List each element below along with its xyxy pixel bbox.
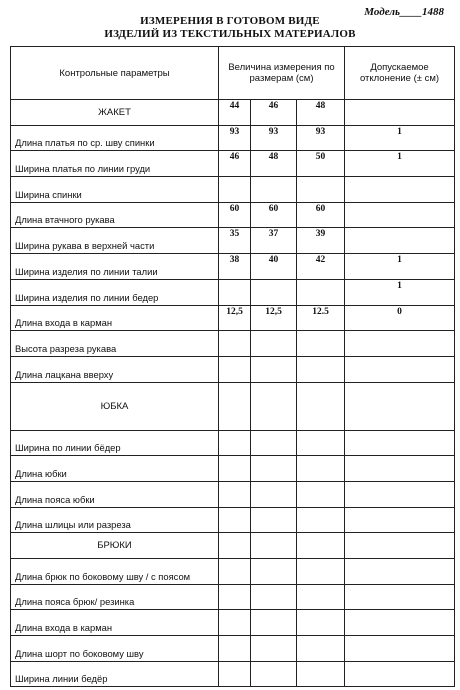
param-label: Ширина изделия по линии бедер bbox=[11, 279, 219, 305]
measurements-table bbox=[10, 46, 455, 687]
tolerance-cell: 0 bbox=[345, 305, 455, 331]
size-value-cell bbox=[219, 177, 251, 203]
size-value-cell bbox=[297, 177, 345, 203]
tolerance-cell bbox=[345, 507, 455, 533]
size-value-cell bbox=[297, 356, 345, 382]
table-row bbox=[11, 228, 455, 254]
size-value-cell: 48 bbox=[297, 100, 345, 126]
size-value-cell: 93 bbox=[251, 125, 297, 151]
size-value-cell: 50 bbox=[297, 151, 345, 177]
tolerance-cell bbox=[345, 228, 455, 254]
param-label: Длина юбки bbox=[11, 456, 219, 482]
section-row bbox=[11, 382, 455, 430]
size-value-cell bbox=[219, 610, 251, 636]
size-value-cell: 48 bbox=[251, 151, 297, 177]
table-row bbox=[11, 331, 455, 357]
table-row bbox=[11, 279, 455, 305]
section-label: ЖАКЕТ bbox=[11, 100, 219, 126]
size-value-cell bbox=[251, 610, 297, 636]
table-row bbox=[11, 636, 455, 662]
value-header: Величина измерения по размерам (см) bbox=[219, 47, 345, 100]
size-value-cell bbox=[297, 559, 345, 585]
param-label: Высота разреза рукава bbox=[11, 331, 219, 357]
size-value-cell: 35 bbox=[219, 228, 251, 254]
table-row bbox=[11, 559, 455, 585]
size-value-cell bbox=[297, 584, 345, 610]
table-row bbox=[11, 456, 455, 482]
table-row bbox=[11, 507, 455, 533]
document-title: ИЗМЕРЕНИЯ В ГОТОВОМ ВИДЕ bbox=[140, 15, 320, 27]
tolerance-cell: 1 bbox=[345, 151, 455, 177]
tolerance-cell: 1 bbox=[345, 279, 455, 305]
table-row bbox=[11, 177, 455, 203]
size-value-cell: 60 bbox=[219, 202, 251, 228]
table-row bbox=[11, 151, 455, 177]
size-value-cell bbox=[251, 382, 297, 430]
param-label: Длина брюк по боковому шву / с поясом bbox=[11, 559, 219, 585]
size-value-cell bbox=[297, 382, 345, 430]
size-value-cell: 60 bbox=[297, 202, 345, 228]
param-label: Ширина спинки bbox=[11, 177, 219, 203]
size-value-cell bbox=[219, 382, 251, 430]
tolerance-cell bbox=[345, 430, 455, 456]
size-value-cell: 38 bbox=[219, 254, 251, 280]
tolerance-cell bbox=[345, 177, 455, 203]
tolerance-cell bbox=[345, 100, 455, 126]
tolerance-cell bbox=[345, 331, 455, 357]
size-value-cell bbox=[251, 279, 297, 305]
tolerance-cell bbox=[345, 481, 455, 507]
size-value-cell bbox=[297, 507, 345, 533]
size-value-cell bbox=[297, 279, 345, 305]
document-subtitle: ИЗДЕЛИЙ ИЗ ТЕКСТИЛЬНЫХ МАТЕРИАЛОВ bbox=[104, 28, 356, 40]
size-value-cell bbox=[219, 507, 251, 533]
tolerance-cell: 1 bbox=[345, 254, 455, 280]
size-value-cell bbox=[297, 661, 345, 687]
section-row bbox=[11, 100, 455, 126]
size-value-cell bbox=[251, 507, 297, 533]
param-header: Контрольные параметры bbox=[11, 47, 219, 100]
tolerance-cell bbox=[345, 636, 455, 662]
section-label: БРЮКИ bbox=[11, 533, 219, 559]
table-row bbox=[11, 610, 455, 636]
size-value-cell bbox=[219, 430, 251, 456]
tolerance-cell bbox=[345, 202, 455, 228]
tolerance-cell bbox=[345, 456, 455, 482]
param-label: Длина входа в карман bbox=[11, 305, 219, 331]
size-value-cell bbox=[219, 661, 251, 687]
section-label: ЮБКА bbox=[11, 382, 219, 430]
param-label: Ширина линии бедёр bbox=[11, 661, 219, 687]
param-label: Длина шорт по боковому шву bbox=[11, 636, 219, 662]
size-value-cell: 46 bbox=[219, 151, 251, 177]
tolerance-cell bbox=[345, 610, 455, 636]
table-row bbox=[11, 481, 455, 507]
size-value-cell bbox=[297, 481, 345, 507]
size-value-cell bbox=[251, 533, 297, 559]
table-row bbox=[11, 125, 455, 151]
table-header-row bbox=[11, 47, 455, 100]
param-label: Ширина платья по линии груди bbox=[11, 151, 219, 177]
tolerance-cell bbox=[345, 661, 455, 687]
section-row bbox=[11, 533, 455, 559]
size-value-cell: 46 bbox=[251, 100, 297, 126]
tolerance-cell bbox=[345, 356, 455, 382]
size-value-cell: 93 bbox=[297, 125, 345, 151]
tolerance-cell bbox=[345, 382, 455, 430]
size-value-cell: 44 bbox=[219, 100, 251, 126]
size-value-cell bbox=[251, 661, 297, 687]
size-value-cell bbox=[297, 331, 345, 357]
size-value-cell bbox=[251, 456, 297, 482]
param-label: Длина пояса юбки bbox=[11, 481, 219, 507]
size-value-cell bbox=[251, 559, 297, 585]
size-value-cell: 37 bbox=[251, 228, 297, 254]
param-label: Ширина рукава в верхней части bbox=[11, 228, 219, 254]
table-row bbox=[11, 356, 455, 382]
model-label: Модель____1488 bbox=[364, 6, 444, 18]
size-value-cell bbox=[251, 481, 297, 507]
table-row bbox=[11, 430, 455, 456]
size-value-cell bbox=[219, 533, 251, 559]
size-value-cell: 93 bbox=[219, 125, 251, 151]
size-value-cell bbox=[219, 636, 251, 662]
size-value-cell bbox=[219, 279, 251, 305]
size-value-cell bbox=[297, 430, 345, 456]
table-row bbox=[11, 202, 455, 228]
size-value-cell bbox=[219, 481, 251, 507]
param-label: Ширина по линии бёдер bbox=[11, 430, 219, 456]
size-value-cell bbox=[219, 331, 251, 357]
param-label: Длина втачного рукава bbox=[11, 202, 219, 228]
size-value-cell bbox=[251, 356, 297, 382]
param-label: Ширина изделия по линии талии bbox=[11, 254, 219, 280]
size-value-cell bbox=[219, 356, 251, 382]
table-row bbox=[11, 254, 455, 280]
size-value-cell bbox=[251, 584, 297, 610]
size-value-cell: 42 bbox=[297, 254, 345, 280]
size-value-cell bbox=[219, 456, 251, 482]
size-value-cell bbox=[251, 177, 297, 203]
tolerance-cell bbox=[345, 533, 455, 559]
size-value-cell bbox=[297, 533, 345, 559]
size-value-cell: 60 bbox=[251, 202, 297, 228]
tolerance-header: Допускаемое отклонение (± см) bbox=[345, 47, 455, 100]
size-value-cell bbox=[251, 331, 297, 357]
size-value-cell: 40 bbox=[251, 254, 297, 280]
size-value-cell: 39 bbox=[297, 228, 345, 254]
size-value-cell bbox=[297, 636, 345, 662]
size-value-cell: 12,5 bbox=[219, 305, 251, 331]
tolerance-cell bbox=[345, 584, 455, 610]
tolerance-cell bbox=[345, 559, 455, 585]
param-label: Длина платья по ср. шву спинки bbox=[11, 125, 219, 151]
table-row bbox=[11, 661, 455, 687]
table-row bbox=[11, 305, 455, 331]
param-label: Длина шлицы или разреза bbox=[11, 507, 219, 533]
size-value-cell bbox=[251, 430, 297, 456]
size-value-cell bbox=[297, 456, 345, 482]
table-row bbox=[11, 584, 455, 610]
tolerance-cell: 1 bbox=[345, 125, 455, 151]
size-value-cell: 12.5 bbox=[297, 305, 345, 331]
size-value-cell bbox=[251, 636, 297, 662]
size-value-cell bbox=[219, 559, 251, 585]
size-value-cell bbox=[219, 584, 251, 610]
param-label: Длина пояса брюк/ резинка bbox=[11, 584, 219, 610]
param-label: Длина лацкана вверху bbox=[11, 356, 219, 382]
size-value-cell bbox=[297, 610, 345, 636]
param-label: Длина входа в карман bbox=[11, 610, 219, 636]
size-value-cell: 12,5 bbox=[251, 305, 297, 331]
